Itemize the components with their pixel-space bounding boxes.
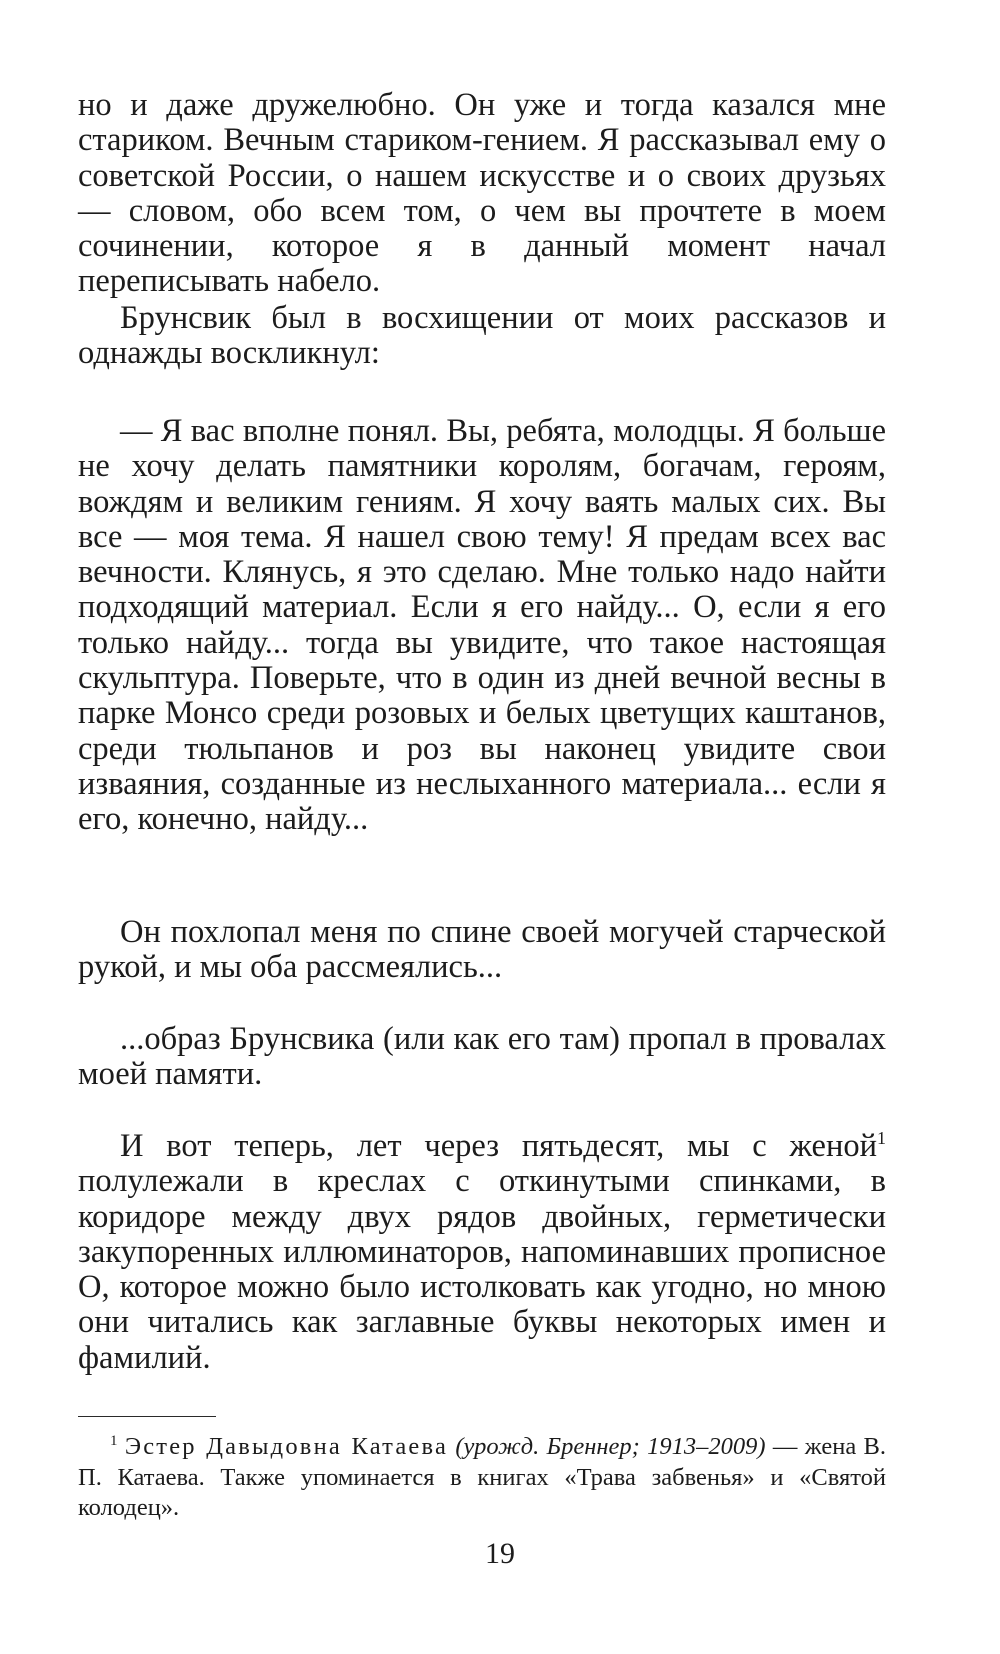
paragraph-6-text-end: полулежали в креслах с откинутыми спинками, в коридоре между двух рядов двойных, герметически закупоренных иллюминаторов, напоминавших прописное О, которое можно было истолковать как угодно, но мною они читались как заглавные буквы некоторых имен и фамилий. [78,1163,886,1376]
footnote-name: Эстер Давыдовна Катаева [124,1433,449,1460]
paragraph-4: Он похлопал меня по спине своей могучей старческой рукой, и мы оба рассмеялись... [78,914,886,986]
page-number: 19 [485,1537,515,1570]
paragraph-5: ...образ Брунсвика (или как его там) пропал в провалах моей памяти. [78,1021,886,1093]
paragraph-2: Брунсвик был в восхищении от моих рассказов и однажды воскликнул: [78,300,886,372]
footnote-divider [78,1416,216,1417]
footnote-reference: 1 [877,1128,886,1149]
footnote [78,1432,886,1524]
footnote-number: 1 [110,1432,118,1449]
paragraph-6-text-start: И вот теперь, лет через пятьдесят, мы с женой [120,1128,877,1164]
paragraph-3-quote: — Я вас вполне понял. Вы, ребята, молодцы. Я больше не хочу делать памятники королям, богачам, героям, вождям и великим гениям. Я хочу ваять малых сих. Вы все — моя тема. Я нашел свою тему! Я предам всех вас вечности. Клянусь, я это сделаю. Мне только надо найти подходящий материал. Если я его найду... О, если я его только найду... тогда вы увидите, что такое настоящая скульптура. Поверьте, что в один из дней вечной весны в парке Монсо среди розовых и белых цветущих каштанов, среди тюльпанов и роз вы наконец увидите свои изваяния, созданные из неслыханного материала... если я его, конечно, найду... [78,413,886,838]
footnote-italic: (урожд. Бреннер; 1913–2009) [448,1433,766,1460]
footnote-text: — жена В. П. Катаева. Также упоминается в книгах «Трава забвенья» и «Святой колодец». [78,1433,887,1521]
paragraph-6 [78,1129,886,1376]
paragraph-1: но и даже дружелюбно. Он уже и тогда казался мне стариком. Вечным стариком-гением. Я рассказывал ему о советской России, о нашем искусстве и о своих друзьях — словом, обо всем том, о чем вы прочтете в моем сочинении, которое я в данный момент начал переписывать набело. [78,87,886,300]
